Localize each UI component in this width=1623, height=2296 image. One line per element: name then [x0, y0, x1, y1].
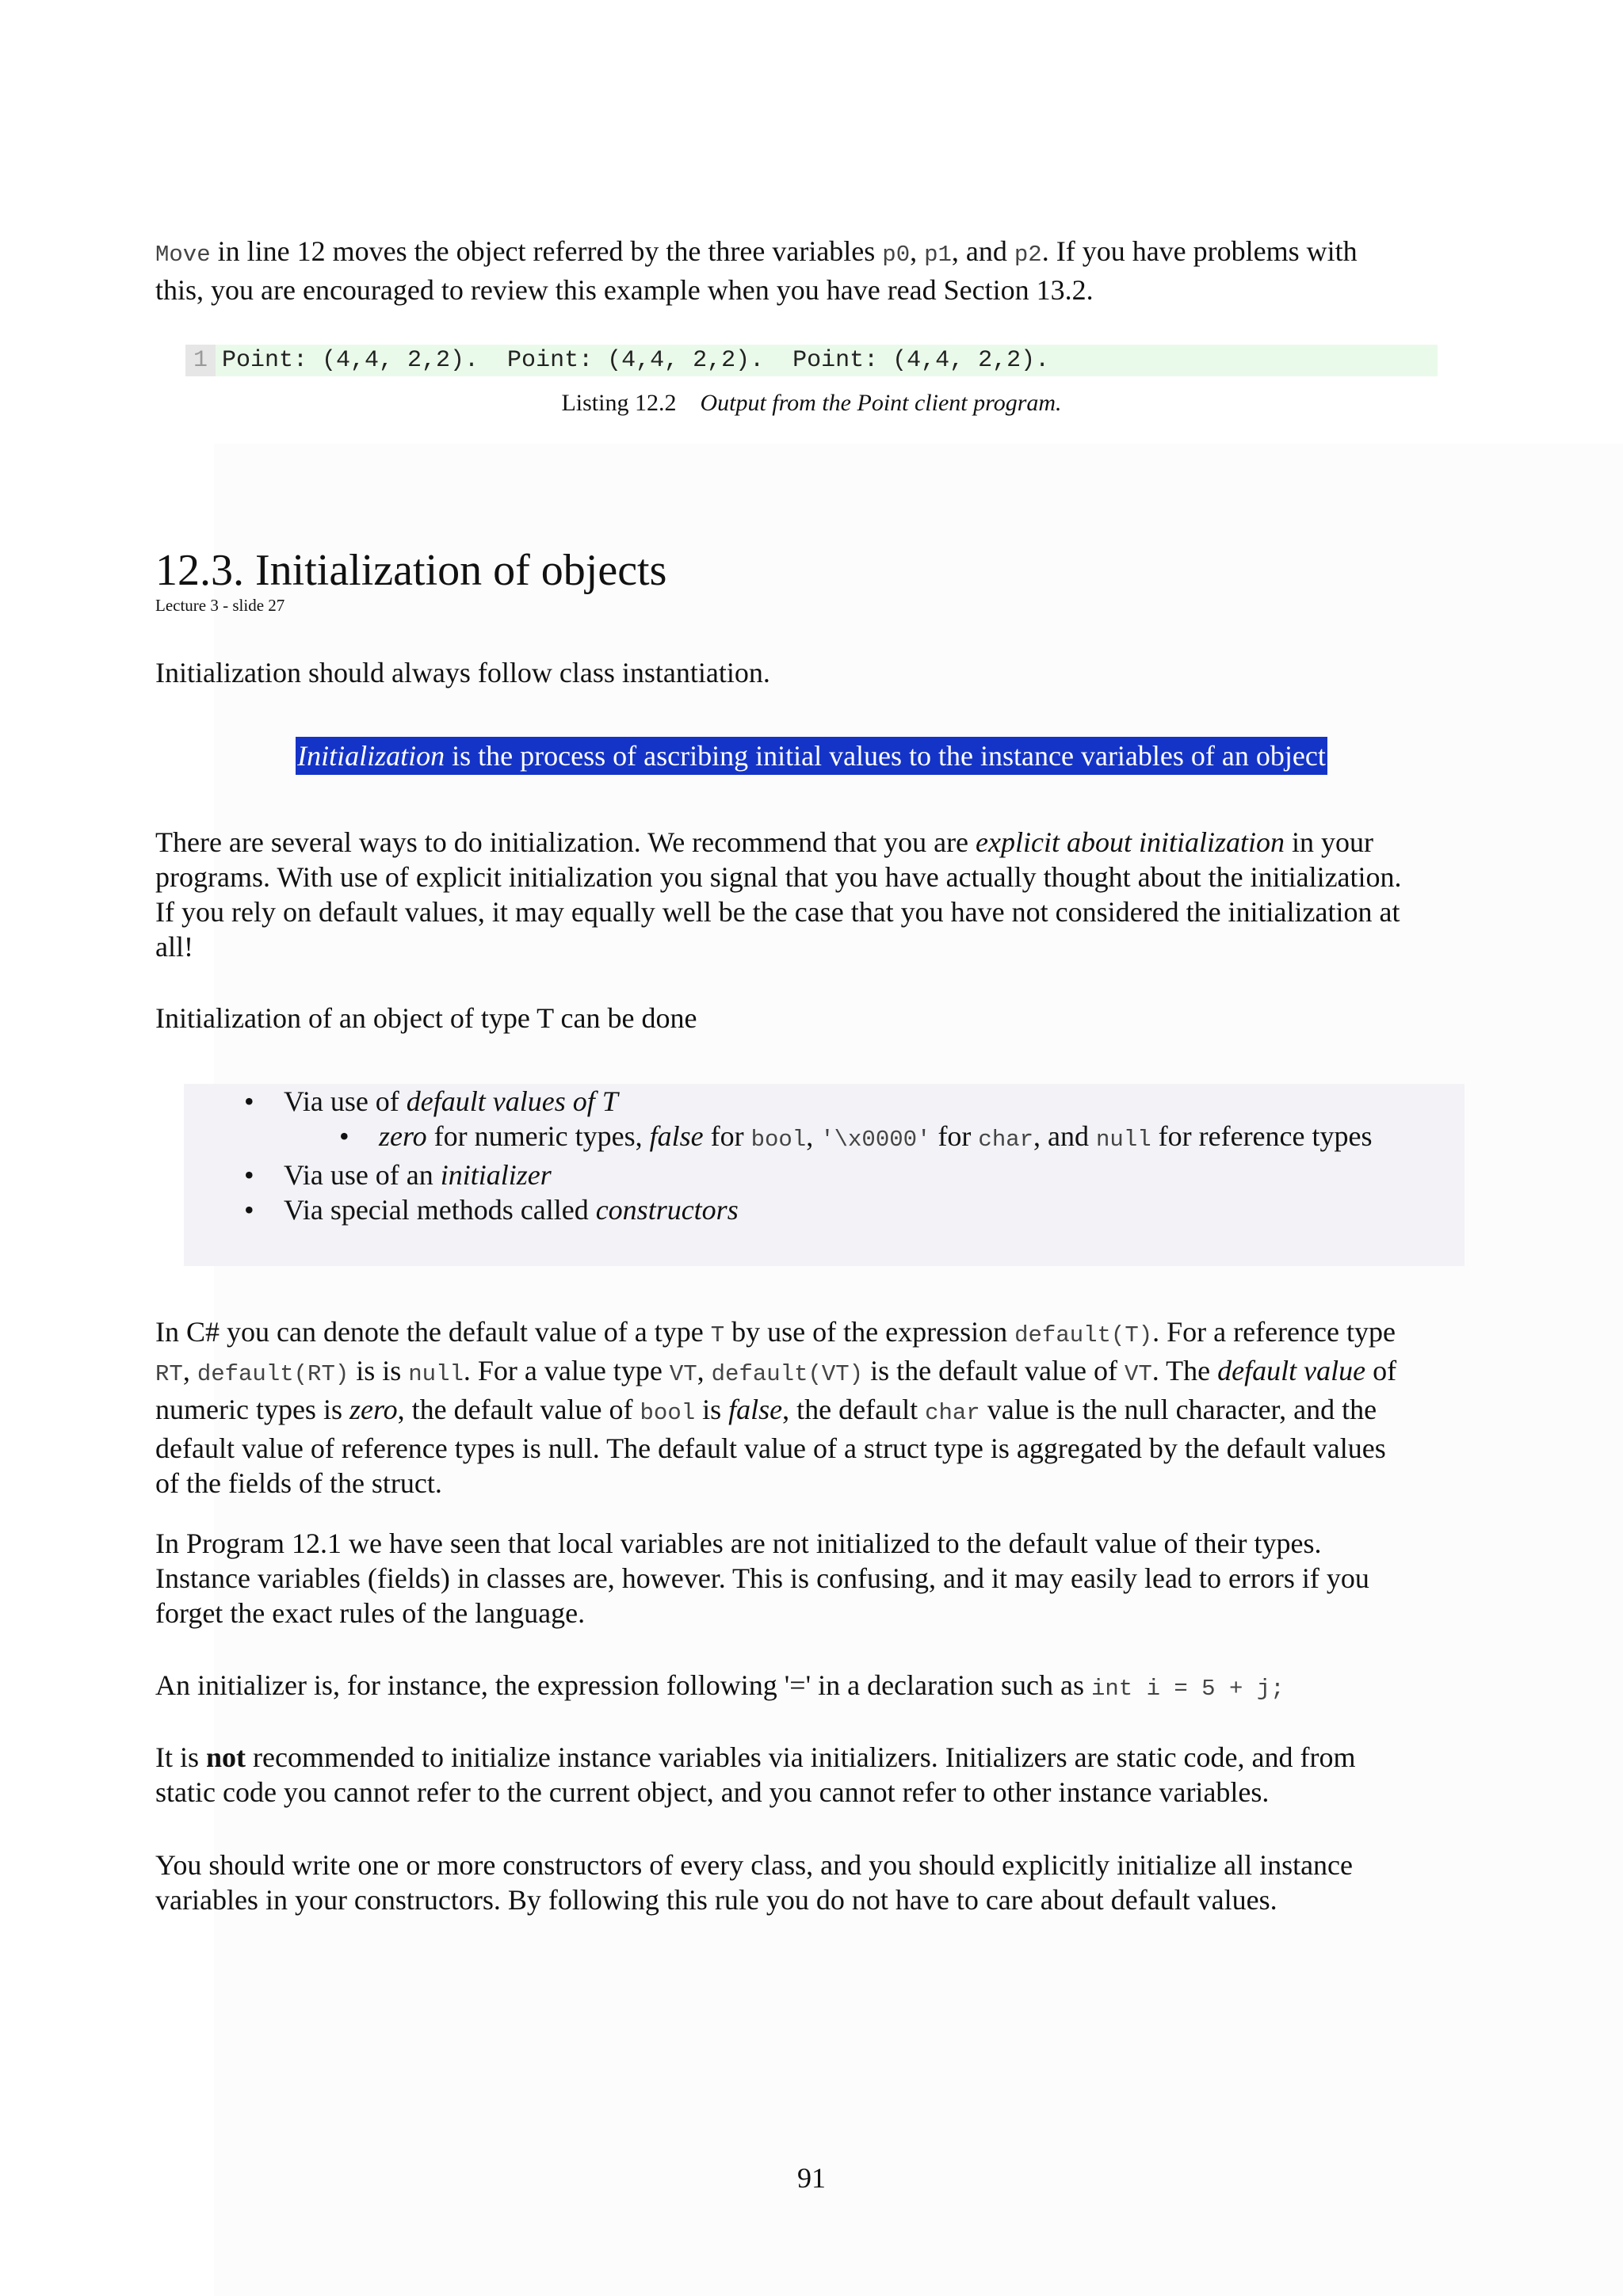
- ways-paragraph: There are several ways to do initialization. We recommend that you are explicit about initialization in your programs. With use of explicit initialization you signal that you have actually thought about the initialization. If you rely on default values, it may equally well be the case that you have not considered the initialization at all!: [155, 826, 1402, 963]
- page-number: 91: [797, 2162, 826, 2194]
- listing-caption: Listing 12.2 Output from the Point client program.: [561, 390, 1062, 416]
- section-title: 12.3. Initialization of objects: [155, 546, 667, 595]
- list-item: • Via special methods called constructors: [244, 1194, 739, 1226]
- intro-paragraph: Move in line 12 moves the object referred by the three variables p0, p1, and p2. If you have problems with this, you are encouraged to review this example when you have read Section 13.2.: [155, 235, 1358, 306]
- constructors-paragraph: You should write one or more constructors of every class, and you should explicitly initialize all instance variables in your constructors. By following this rule you do not have to care about default values.: [155, 1849, 1354, 1916]
- listing-code: Point: (4,4, 2,2). Point: (4,4, 2,2). Point: (4,4, 2,2).: [222, 347, 1050, 374]
- initializer-paragraph: An initializer is, for instance, the expression following '=' in a declaration such as int i = 5 + j;: [155, 1669, 1285, 1702]
- type-paragraph: Initialization of an object of type T can be done: [155, 1002, 697, 1034]
- list-item: • zero for numeric types, false for bool, '\x0000' for char, and null for reference types: [339, 1120, 1373, 1153]
- code-listing: [185, 345, 1438, 376]
- line-number: 1: [185, 345, 216, 376]
- list-item: • Via use of an initializer: [244, 1159, 552, 1191]
- not-recommended-paragraph: It is not recommended to initialize instance variables via initializers. Initializers are static code, and from static code you cannot refer to the current object, and you cannot refer to other instance variables.: [155, 1741, 1356, 1808]
- init-paragraph: Initialization should always follow class instantiation.: [155, 657, 770, 688]
- move-code: Move: [155, 242, 211, 268]
- bullet-list-box: [184, 1084, 1465, 1266]
- program-paragraph: In Program 12.1 we have seen that local variables are not initialized to the default value of their types. Instance variables (fields) in classes are, however. This is confusing, and it may easily lead to errors if you forget the exact rules of the language.: [155, 1527, 1369, 1629]
- lecture-slide-link[interactable]: Lecture 3 - slide 27: [155, 596, 285, 615]
- default-value-paragraph: In C# you can denote the default value of a type T by use of the expression default(T). For a reference type RT, default(RT) is is null. For a value type VT, default(VT) is the default value of VT. The default value of numeric types is zero, the default value of bool is false, the default char value is the null character, and the default value of reference types is null. The default value of a struct type is aggregated by the default values of the fields of the struct.: [155, 1316, 1397, 1499]
- bullet-list: [244, 1084, 1373, 1227]
- list-item: • Via use of default values of T: [244, 1085, 618, 1117]
- definition-highlight: Initialization is the process of ascribing initial values to the instance variables of an object: [0, 737, 1623, 775]
